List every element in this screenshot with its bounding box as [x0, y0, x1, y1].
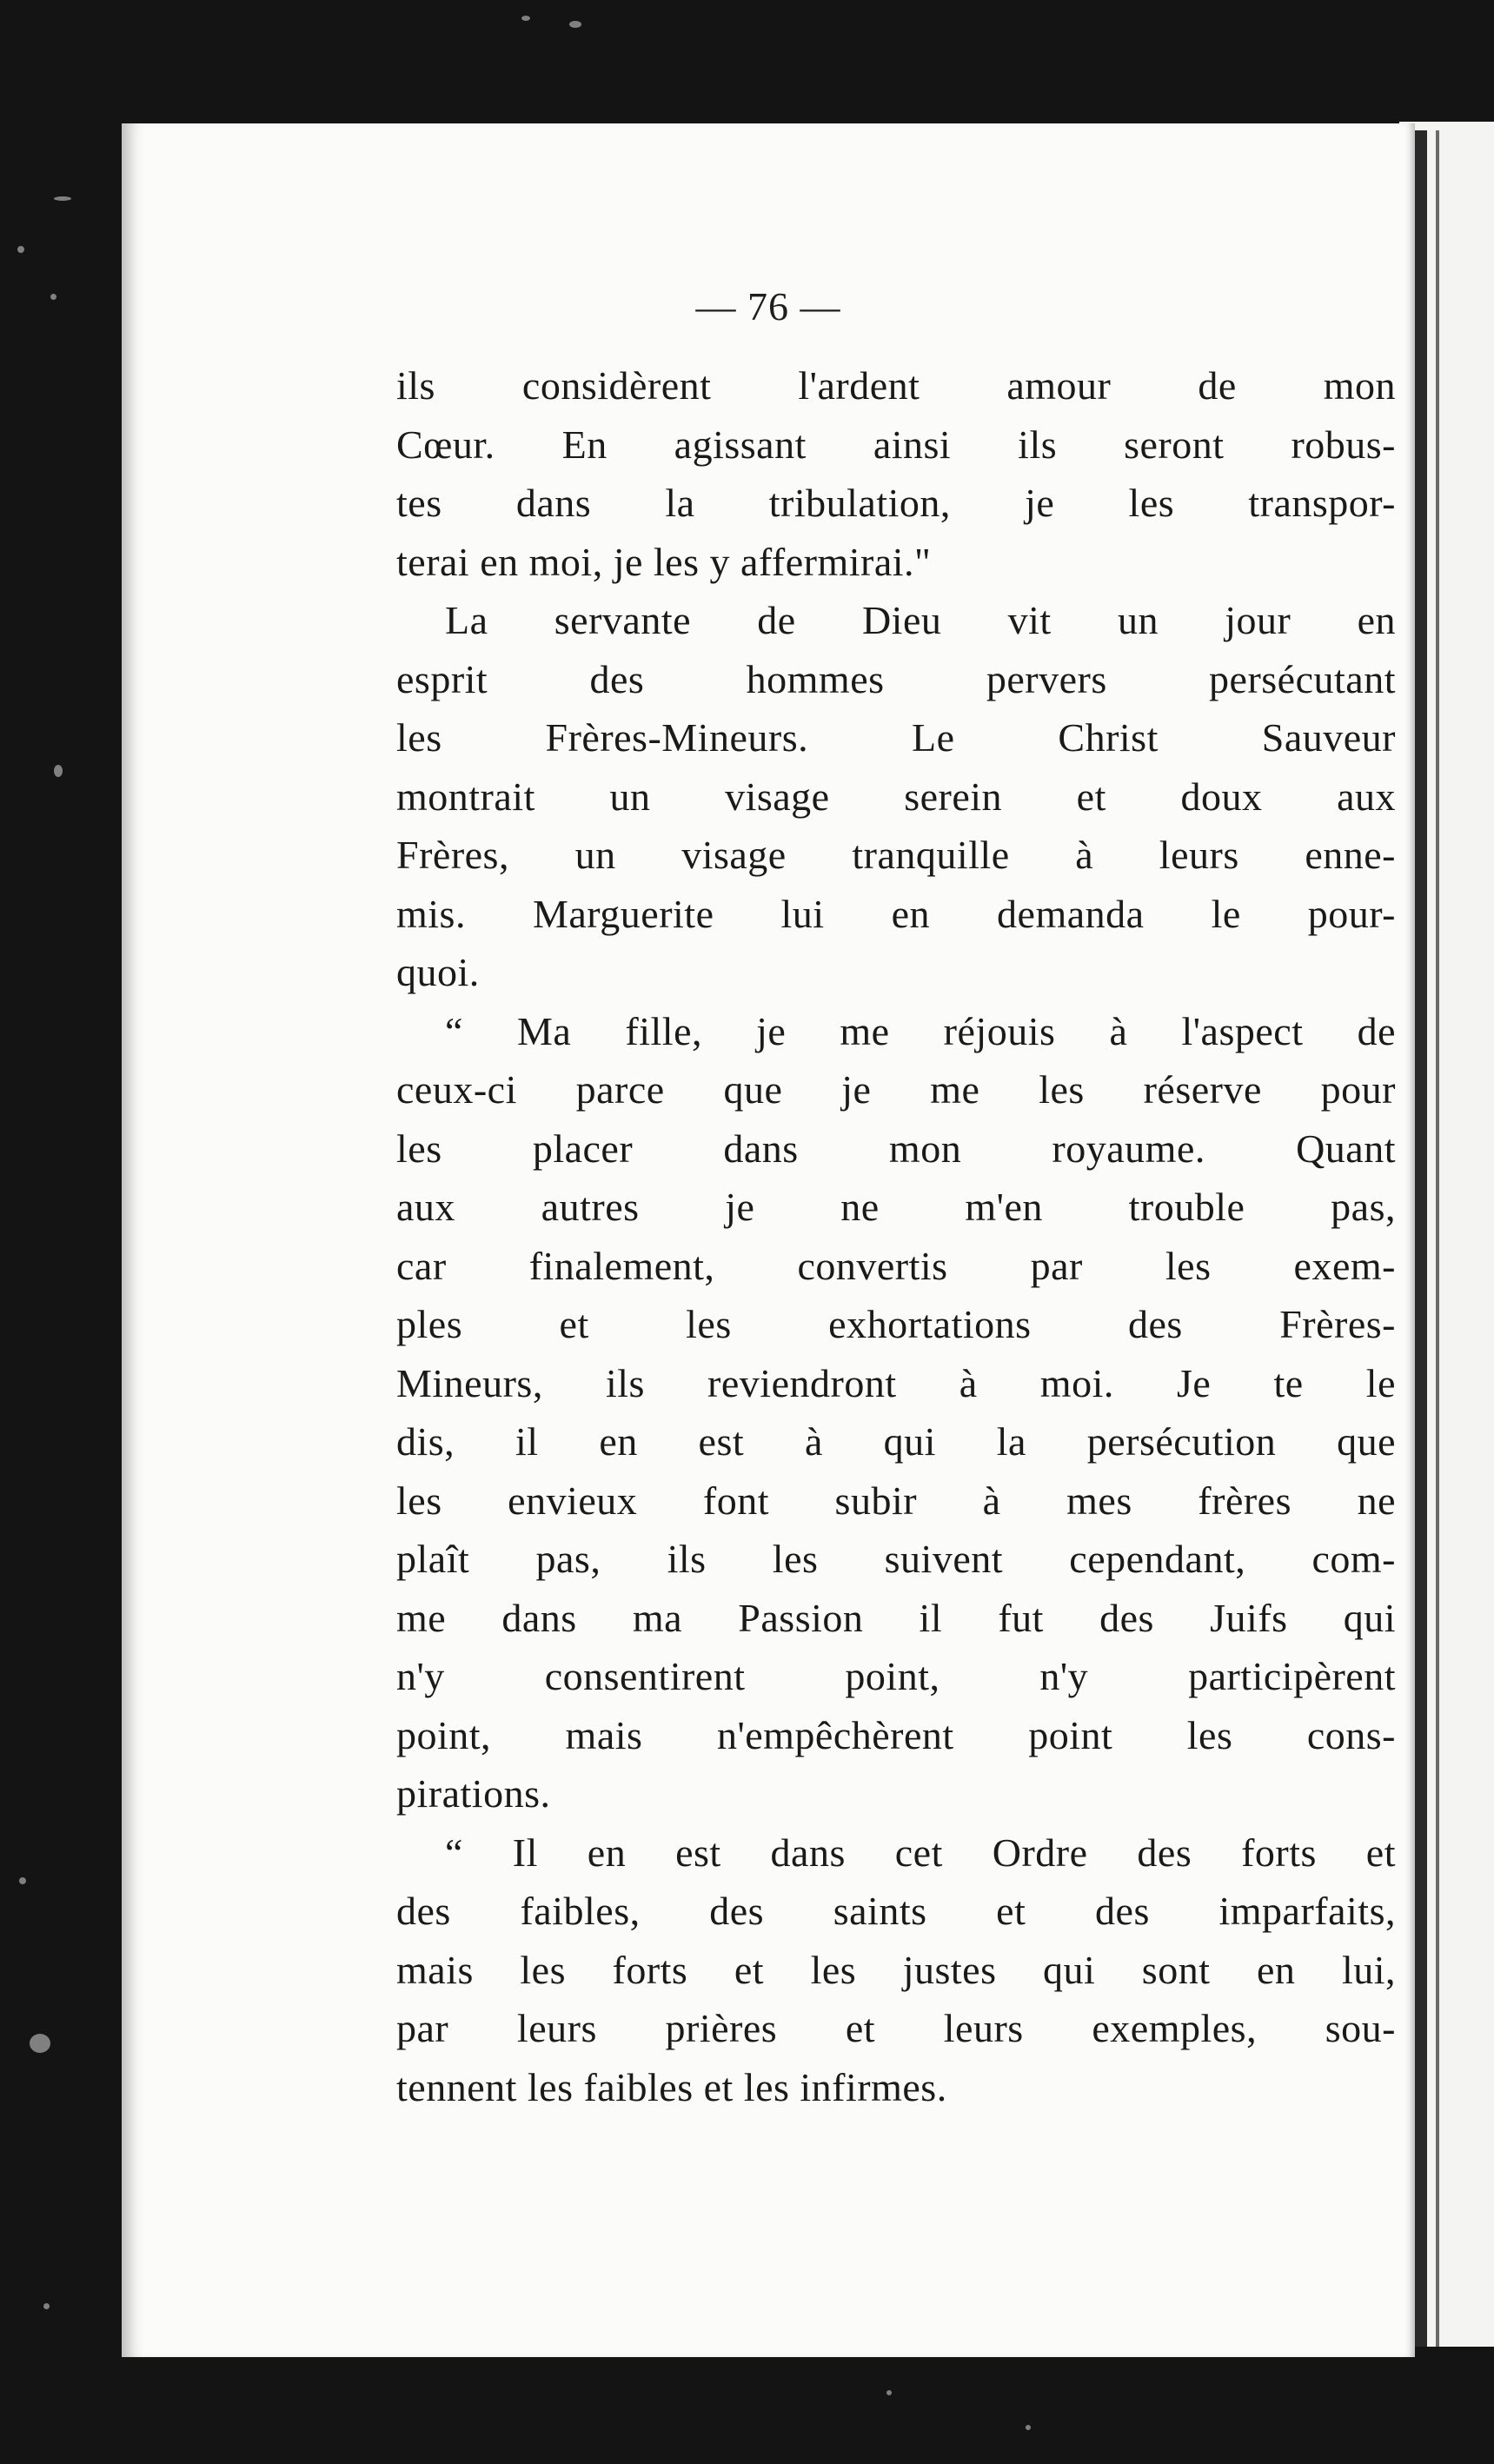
text-line: La servante de Dieu vit un jour en	[445, 598, 1396, 642]
dust-speck	[54, 196, 71, 201]
text-line: “ Ma fille, je me réjouis à l'aspect de	[445, 1008, 1396, 1053]
dust-speck	[30, 2034, 50, 2053]
text-line: car finalement, convertis par les exem-	[396, 1243, 1396, 1288]
text-line: n'y consentirent point, n'y participèrent	[396, 1654, 1396, 1698]
text-line: Frères, un visage tranquille à leurs enne-	[396, 833, 1396, 877]
text-line: ceux-ci parce que je me les réserve pour	[396, 1067, 1396, 1112]
dust-speck	[521, 16, 530, 21]
dust-speck	[17, 246, 24, 253]
text-line: me dans ma Passion il fut des Juifs qui	[396, 1595, 1396, 1640]
text-line: pirations.	[396, 1771, 551, 1816]
text-line: les envieux font subir à mes frères ne	[396, 1478, 1396, 1523]
text-line: montrait un visage serein et doux aux	[396, 774, 1396, 819]
dust-speck	[569, 21, 581, 28]
book-spine-line	[1436, 130, 1439, 2347]
text-line: mis. Marguerite lui en demanda le pour-	[396, 891, 1396, 936]
text-line: dis, il en est à qui la persécution que	[396, 1419, 1396, 1464]
text-line: aux autres je ne m'en trouble pas,	[396, 1185, 1396, 1229]
text-line: les Frères-Mineurs. Le Christ Sauveur	[396, 715, 1396, 760]
text-line: quoi.	[396, 950, 480, 994]
text-line: par leurs prières et leurs exemples, sou-	[396, 2006, 1396, 2050]
text-line: plaît pas, ils les suivent cependant, com-	[396, 1537, 1396, 1581]
text-line: point, mais n'empêchèrent point les cons-	[396, 1712, 1396, 1757]
text-line: ils considèrent l'ardent amour de mon	[396, 363, 1396, 408]
dust-speck	[50, 294, 56, 300]
book-spine-shadow	[1415, 130, 1427, 2347]
dust-speck	[1026, 2425, 1031, 2430]
text-line: des faibles, des saints et des imparfaits,	[396, 1889, 1396, 1933]
page-number: — 76 —	[695, 284, 841, 329]
text-line: les placer dans mon royaume. Quant	[396, 1126, 1396, 1171]
dust-speck	[54, 765, 63, 777]
page-text	[396, 356, 1396, 2116]
text-line: tes dans la tribulation, je les transpor-	[396, 481, 1396, 525]
text-line: mais les forts et les justes qui sont en lui,	[396, 1947, 1396, 1992]
dust-speck	[43, 2303, 50, 2309]
book-page	[122, 123, 1415, 2357]
text-line: tennent les faibles et les infirmes.	[396, 2064, 947, 2109]
text-line: terai en moi, je les y affermirai."	[396, 539, 932, 584]
text-line: esprit des hommes pervers persécutant	[396, 656, 1396, 701]
text-line: Cœur. En agissant ainsi ils seront robus-	[396, 422, 1396, 467]
text-line: Mineurs, ils reviendront à moi. Je te le	[396, 1360, 1396, 1405]
dust-speck	[886, 2390, 892, 2395]
text-line: ples et les exhortations des Frères-	[396, 1302, 1396, 1346]
dust-speck	[19, 1877, 26, 1884]
text-line: “ Il en est dans cet Ordre des forts et	[445, 1830, 1396, 1875]
